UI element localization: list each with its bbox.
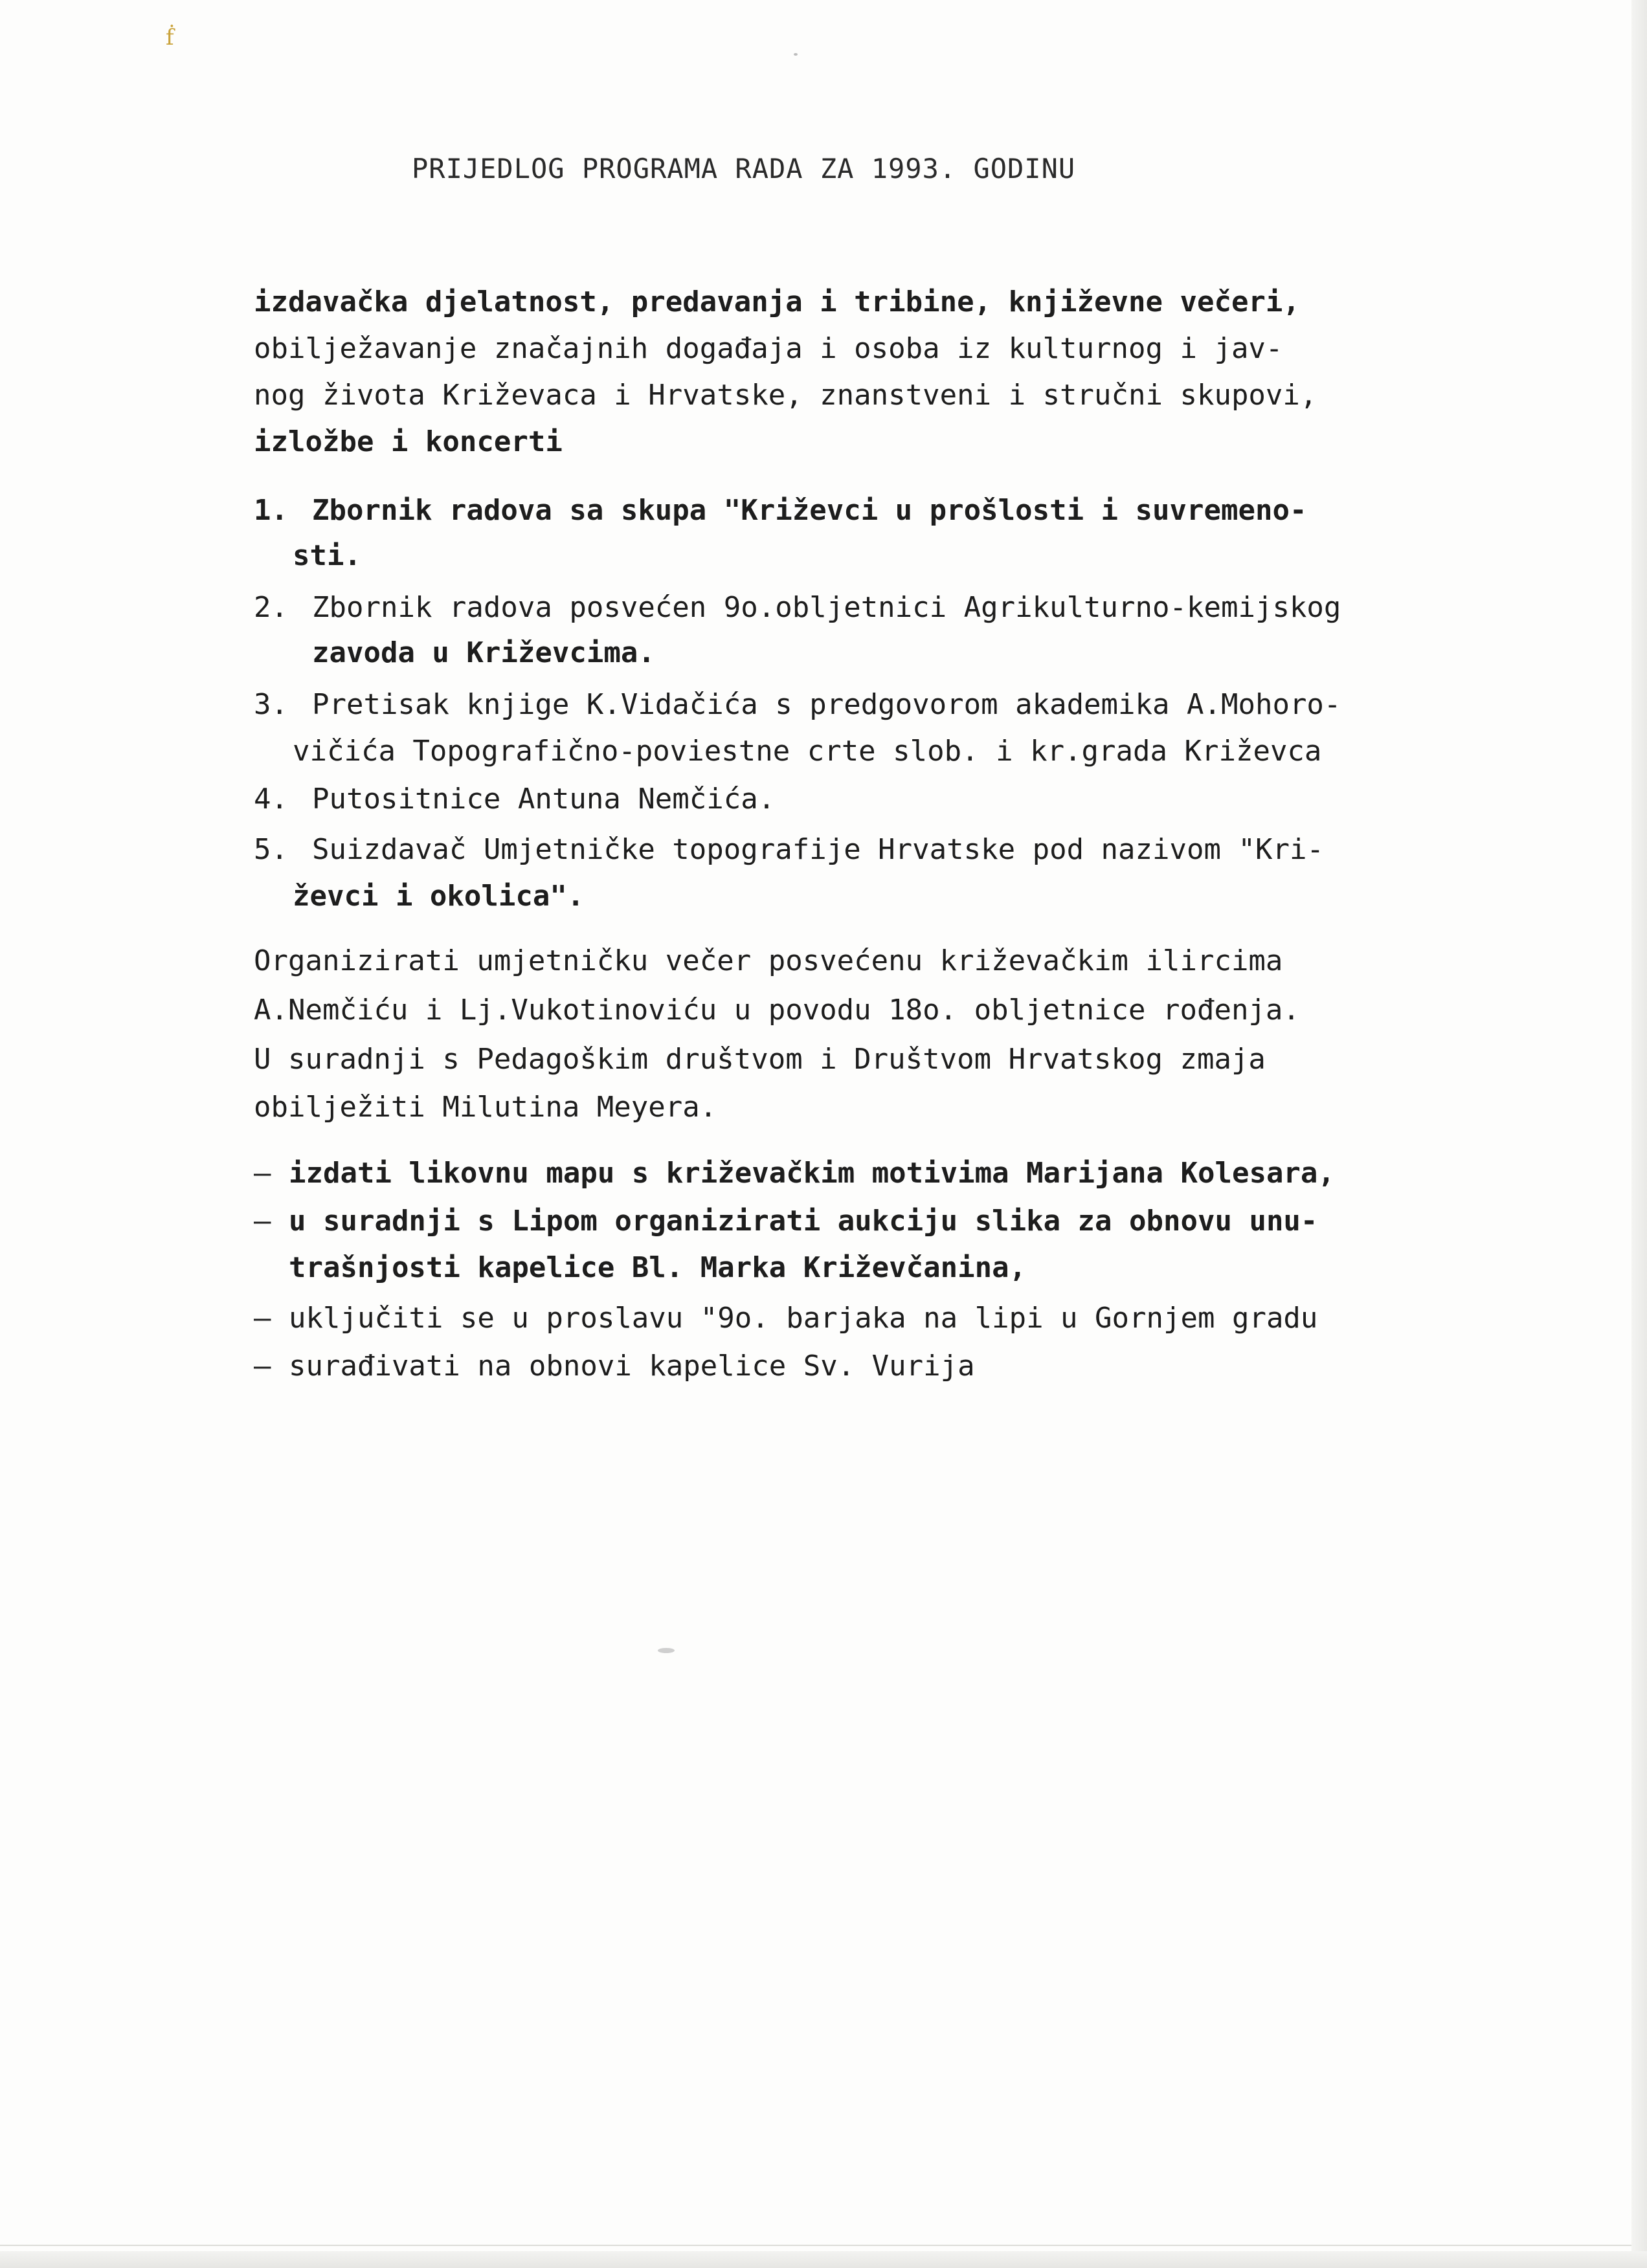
- list-item-number: 1.: [254, 494, 288, 527]
- dash-item-line: uključiti se u proslavu "9o. barjaka na lipi u Gornjem gradu: [289, 1302, 1318, 1335]
- dash-item-line: u suradnji s Lipom organizirati aukciju slika za obnovu unu-: [289, 1205, 1318, 1238]
- dash-bullet: –: [254, 1350, 271, 1383]
- list-item-number: 2.: [254, 591, 288, 624]
- list-item-line: zavoda u Križevcima.: [312, 636, 655, 669]
- list-item-number: 3.: [254, 688, 288, 721]
- list-item-number: 5.: [254, 833, 288, 866]
- ink-speck: [658, 1648, 675, 1653]
- dash-item-line: surađivati na obnovi kapelice Sv. Vurija: [289, 1350, 975, 1383]
- list-item-number: 4.: [254, 783, 288, 816]
- list-item-line: Pretisak knjige K.Vidačića s predgovorom akademika A.Mohoro-: [312, 688, 1341, 721]
- paragraph-line: obilježiti Milutina Meyera.: [254, 1091, 717, 1124]
- corner-ink-mark: ḟ: [166, 25, 174, 50]
- paper-edge-line: [0, 2245, 1631, 2246]
- paragraph-line: Organizirati umjetničku večer posvećenu križevačkim ilircima: [254, 944, 1283, 977]
- dash-bullet: –: [254, 1302, 271, 1335]
- intro-line: izložbe i koncerti: [254, 425, 563, 458]
- document-title: PRIJEDLOG PROGRAMA RADA ZA 1993. GODINU: [412, 153, 1076, 184]
- intro-line: obilježavanje značajnih događaja i osoba iz kulturnog i jav-: [254, 332, 1283, 365]
- list-item-line: Putositnice Antuna Nemčića.: [312, 783, 776, 816]
- list-item-line: Suizdavač Umjetničke topografije Hrvatske pod nazivom "Kri-: [312, 833, 1324, 866]
- dash-item-line: trašnjosti kapelice Bl. Marka Križevčanina,: [289, 1251, 1027, 1284]
- paragraph-line: U suradnji s Pedagoškim društvom i Društvom Hrvatskog zmaja: [254, 1043, 1266, 1076]
- dash-bullet: –: [254, 1157, 271, 1190]
- paper-edge-bottom: [0, 2251, 1647, 2268]
- intro-line: nog života Križevaca i Hrvatske, znanstveni i stručni skupovi,: [254, 379, 1317, 412]
- list-item-line: vičića Topografično-poviestne crte slob. i kr.grada Križevca: [293, 735, 1322, 768]
- list-item-line: ževci i okolica".: [293, 880, 585, 913]
- paragraph-line: A.Nemčiću i Lj.Vukotinoviću u povodu 18o. obljetnice rođenja.: [254, 994, 1300, 1027]
- paper-edge-right: [1631, 0, 1647, 2268]
- dash-bullet: –: [254, 1205, 271, 1238]
- dash-item-line: izdati likovnu mapu s križevačkim motivima Marijana Kolesara,: [289, 1157, 1335, 1190]
- ink-speck: [794, 53, 798, 56]
- list-item-line: sti.: [293, 539, 361, 572]
- intro-line: izdavačka djelatnost, predavanja i tribine, književne večeri,: [254, 285, 1300, 318]
- list-item-line: Zbornik radova sa skupa "Križevci u prošlosti i suvremeno-: [312, 494, 1307, 527]
- list-item-line: Zbornik radova posvećen 9o.obljetnici Agrikulturno-kemijskog: [312, 591, 1341, 624]
